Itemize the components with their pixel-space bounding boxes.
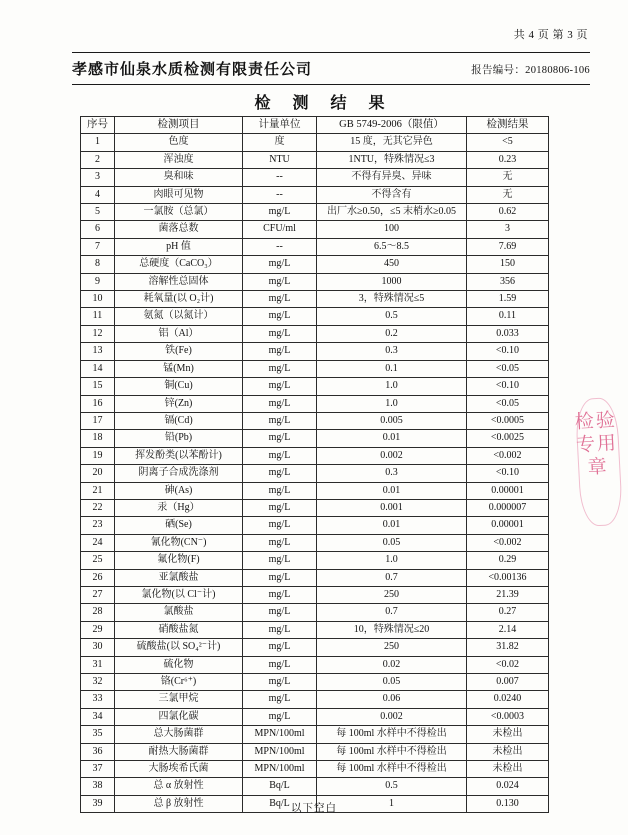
header-divider-top (72, 52, 590, 53)
cell-unit: mg/L (243, 517, 317, 534)
cell-standard: 100 (317, 221, 467, 238)
cell-result: 3 (467, 221, 549, 238)
cell-result: 0.033 (467, 325, 549, 342)
company-name: 孝感市仙泉水质检测有限责任公司 (72, 62, 313, 78)
cell-item: 挥发酚类(以苯酚计) (115, 447, 243, 464)
cell-result: <0.05 (467, 395, 549, 412)
column-header-item: 检测项目 (115, 117, 243, 134)
table-row (81, 482, 549, 499)
cell-unit: mg/L (243, 534, 317, 551)
cell-result: <0.10 (467, 378, 549, 395)
table-row (81, 639, 549, 656)
table-row (81, 674, 549, 691)
cell-standard: 0.7 (317, 604, 467, 621)
cell-item: 铁(Fe) (115, 343, 243, 360)
cell-no: 20 (81, 465, 115, 482)
cell-item: 砷(As) (115, 482, 243, 499)
cell-item: 铝（Al） (115, 325, 243, 342)
cell-standard: 0.1 (317, 360, 467, 377)
cell-item: 锌(Zn) (115, 395, 243, 412)
cell-result: <0.10 (467, 465, 549, 482)
cell-item: 臭和味 (115, 169, 243, 186)
table-row (81, 708, 549, 725)
header-divider-bottom (72, 84, 590, 85)
table-row (81, 134, 549, 151)
cell-standard: 出厂水≥0.50，≤5 末梢水≥0.05 (317, 204, 467, 221)
cell-result: <0.00136 (467, 569, 549, 586)
cell-unit: mg/L (243, 674, 317, 691)
cell-unit: mg/L (243, 395, 317, 412)
cell-unit: mg/L (243, 273, 317, 290)
cell-standard: 0.01 (317, 430, 467, 447)
cell-no: 36 (81, 743, 115, 760)
cell-unit: mg/L (243, 447, 317, 464)
column-header-unit: 计量单位 (243, 117, 317, 134)
cell-unit: mg/L (243, 256, 317, 273)
table-row (81, 221, 549, 238)
cell-standard: 0.002 (317, 708, 467, 725)
table-row (81, 743, 549, 760)
table-row (81, 586, 549, 603)
cell-standard: 0.06 (317, 691, 467, 708)
cell-unit: mg/L (243, 569, 317, 586)
cell-item: 总硬度（CaCO₃） (115, 256, 243, 273)
cell-no: 9 (81, 273, 115, 290)
table-row (81, 761, 549, 778)
table-row (81, 169, 549, 186)
cell-no: 28 (81, 604, 115, 621)
cell-standard: 6.5～8.5 (317, 238, 467, 255)
cell-item: 硫化物 (115, 656, 243, 673)
cell-standard: 1NTU，特殊情况≤3 (317, 151, 467, 168)
footnote-blank: 以下空白 (291, 803, 337, 814)
table-row (81, 412, 549, 429)
cell-standard: 0.5 (317, 308, 467, 325)
cell-standard: 0.05 (317, 674, 467, 691)
cell-no: 37 (81, 761, 115, 778)
cell-item: 硫酸盐(以 SO₄²⁻计) (115, 639, 243, 656)
cell-unit: mg/L (243, 360, 317, 377)
cell-item: 氯化物(以 Cl⁻计) (115, 586, 243, 603)
report-number: 报告编号：20180806-106 (471, 65, 590, 76)
table-row (81, 186, 549, 203)
cell-result: 未检出 (467, 761, 549, 778)
cell-no: 1 (81, 134, 115, 151)
cell-no: 27 (81, 586, 115, 603)
cell-no: 21 (81, 482, 115, 499)
cell-no: 11 (81, 308, 115, 325)
column-header-standard: GB 5749-2006（限值） (317, 117, 467, 134)
cell-standard: 0.3 (317, 343, 467, 360)
cell-unit: mg/L (243, 291, 317, 308)
cell-result: <0.02 (467, 656, 549, 673)
cell-no: 38 (81, 778, 115, 795)
cell-no: 5 (81, 204, 115, 221)
cell-standard: 0.7 (317, 569, 467, 586)
cell-unit: mg/L (243, 621, 317, 638)
cell-no: 7 (81, 238, 115, 255)
cell-no: 22 (81, 499, 115, 516)
cell-result: <0.002 (467, 534, 549, 551)
cell-no: 6 (81, 221, 115, 238)
table-row (81, 726, 549, 743)
cell-unit: -- (243, 238, 317, 255)
cell-item: pH 值 (115, 238, 243, 255)
cell-item: 铬(Cr⁶⁺) (115, 674, 243, 691)
cell-standard: 每 100ml 水样中不得检出 (317, 743, 467, 760)
cell-item: 一氯胺（总氯） (115, 204, 243, 221)
table-row (81, 151, 549, 168)
cell-no: 25 (81, 552, 115, 569)
cell-unit: mg/L (243, 378, 317, 395)
cell-unit: Bq/L (243, 778, 317, 795)
cell-no: 33 (81, 691, 115, 708)
cell-unit: NTU (243, 151, 317, 168)
table-row (81, 517, 549, 534)
cell-result: 0.00001 (467, 482, 549, 499)
cell-no: 34 (81, 708, 115, 725)
cell-no: 16 (81, 395, 115, 412)
cell-result: 2.14 (467, 621, 549, 638)
cell-standard: 不得有异臭、异味 (317, 169, 467, 186)
cell-unit: mg/L (243, 586, 317, 603)
cell-unit: mg/L (243, 430, 317, 447)
cell-result: <0.0005 (467, 412, 549, 429)
cell-standard: 15 度，无其它异色 (317, 134, 467, 151)
table-row (81, 656, 549, 673)
cell-no: 10 (81, 291, 115, 308)
cell-no: 30 (81, 639, 115, 656)
cell-standard: 0.01 (317, 482, 467, 499)
cell-result: 7.69 (467, 238, 549, 255)
cell-unit: Bq/L (243, 795, 317, 812)
cell-unit: mg/L (243, 308, 317, 325)
cell-standard: 1.0 (317, 395, 467, 412)
table-row (81, 360, 549, 377)
cell-item: 总 β 放射性 (115, 795, 243, 812)
table-row (81, 256, 549, 273)
cell-result: 21.39 (467, 586, 549, 603)
cell-no: 18 (81, 430, 115, 447)
table-row (81, 430, 549, 447)
cell-standard: 250 (317, 639, 467, 656)
cell-unit: mg/L (243, 639, 317, 656)
cell-no: 4 (81, 186, 115, 203)
table-row (81, 291, 549, 308)
document-header (72, 58, 590, 84)
cell-result: 31.82 (467, 639, 549, 656)
cell-result: 0.62 (467, 204, 549, 221)
cell-unit: mg/L (243, 204, 317, 221)
table-row (81, 465, 549, 482)
cell-unit: MPN/100ml (243, 726, 317, 743)
cell-standard: 0.002 (317, 447, 467, 464)
cell-unit: mg/L (243, 708, 317, 725)
table-row (81, 691, 549, 708)
table-row (81, 308, 549, 325)
results-table (80, 116, 549, 813)
cell-result: 0.23 (467, 151, 549, 168)
column-header-result: 检测结果 (467, 117, 549, 134)
cell-result: 0.0240 (467, 691, 549, 708)
cell-item: 浑浊度 (115, 151, 243, 168)
cell-result: <0.10 (467, 343, 549, 360)
cell-item: 肉眼可见物 (115, 186, 243, 203)
cell-item: 硒(Se) (115, 517, 243, 534)
cell-result: 无 (467, 169, 549, 186)
cell-result: 无 (467, 186, 549, 203)
inspection-stamp (573, 397, 624, 529)
table-row (81, 395, 549, 412)
cell-item: 菌落总数 (115, 221, 243, 238)
cell-standard: 0.02 (317, 656, 467, 673)
table-row (81, 604, 549, 621)
cell-result: 150 (467, 256, 549, 273)
table-row (81, 273, 549, 290)
cell-no: 24 (81, 534, 115, 551)
cell-no: 39 (81, 795, 115, 812)
table-row (81, 378, 549, 395)
cell-no: 35 (81, 726, 115, 743)
table-row (81, 778, 549, 795)
cell-item: 色度 (115, 134, 243, 151)
cell-unit: mg/L (243, 343, 317, 360)
cell-standard: 0.5 (317, 778, 467, 795)
cell-standard: 0.05 (317, 534, 467, 551)
cell-item: 硝酸盐氮 (115, 621, 243, 638)
cell-unit: mg/L (243, 499, 317, 516)
table-row (81, 552, 549, 569)
table-row (81, 343, 549, 360)
cell-item: 铜(Cu) (115, 378, 243, 395)
cell-unit: -- (243, 186, 317, 203)
cell-no: 2 (81, 151, 115, 168)
cell-standard: 3，特殊情况≤5 (317, 291, 467, 308)
cell-result: <0.0003 (467, 708, 549, 725)
cell-no: 15 (81, 378, 115, 395)
cell-item: 耐热大肠菌群 (115, 743, 243, 760)
cell-item: 氰化物(CN⁻) (115, 534, 243, 551)
table-row (81, 204, 549, 221)
cell-no: 26 (81, 569, 115, 586)
table-row (81, 325, 549, 342)
cell-result: 0.29 (467, 552, 549, 569)
cell-standard: 1000 (317, 273, 467, 290)
cell-standard: 每 100ml 水样中不得检出 (317, 761, 467, 778)
cell-result: 0.024 (467, 778, 549, 795)
cell-unit: mg/L (243, 482, 317, 499)
cell-item: 亚氯酸盐 (115, 569, 243, 586)
page-indicator: 共 4 页 第 3 页 (513, 29, 588, 41)
cell-no: 23 (81, 517, 115, 534)
cell-standard: 1.0 (317, 378, 467, 395)
cell-no: 8 (81, 256, 115, 273)
cell-no: 31 (81, 656, 115, 673)
cell-item: 四氯化碳 (115, 708, 243, 725)
cell-item: 溶解性总固体 (115, 273, 243, 290)
cell-result: <0.05 (467, 360, 549, 377)
cell-standard: 0.001 (317, 499, 467, 516)
cell-item: 汞（Hg） (115, 499, 243, 516)
cell-result: <0.002 (467, 447, 549, 464)
cell-result: 0.27 (467, 604, 549, 621)
cell-item: 总 α 放射性 (115, 778, 243, 795)
table-row (81, 238, 549, 255)
cell-result: 未检出 (467, 726, 549, 743)
cell-no: 12 (81, 325, 115, 342)
cell-standard: 1.0 (317, 552, 467, 569)
cell-result: 0.130 (467, 795, 549, 812)
cell-result: <5 (467, 134, 549, 151)
cell-unit: mg/L (243, 691, 317, 708)
cell-item: 三氯甲烷 (115, 691, 243, 708)
table-row (81, 621, 549, 638)
cell-standard: 1 (317, 795, 467, 812)
cell-result: 0.00001 (467, 517, 549, 534)
cell-standard: 0.3 (317, 465, 467, 482)
cell-unit: mg/L (243, 412, 317, 429)
cell-no: 29 (81, 621, 115, 638)
cell-item: 耗氧量(以 O₂计) (115, 291, 243, 308)
cell-no: 19 (81, 447, 115, 464)
cell-unit: 度 (243, 134, 317, 151)
cell-result: 356 (467, 273, 549, 290)
cell-no: 17 (81, 412, 115, 429)
cell-no: 13 (81, 343, 115, 360)
cell-result: 未检出 (467, 743, 549, 760)
cell-result: 0.11 (467, 308, 549, 325)
cell-result: 0.007 (467, 674, 549, 691)
cell-item: 氯酸盐 (115, 604, 243, 621)
cell-unit: mg/L (243, 604, 317, 621)
cell-no: 14 (81, 360, 115, 377)
cell-standard: 不得含有 (317, 186, 467, 203)
cell-unit: -- (243, 169, 317, 186)
page-title: 检 测 结 果 (254, 95, 394, 112)
table-row (81, 534, 549, 551)
cell-unit: mg/L (243, 656, 317, 673)
cell-standard: 0.2 (317, 325, 467, 342)
cell-item: 锰(Mn) (115, 360, 243, 377)
cell-result: 1.59 (467, 291, 549, 308)
cell-no: 32 (81, 674, 115, 691)
cell-item: 阴离子合成洗涤剂 (115, 465, 243, 482)
cell-unit: mg/L (243, 325, 317, 342)
cell-unit: CFU/ml (243, 221, 317, 238)
cell-item: 氨氮（以氮计） (115, 308, 243, 325)
cell-standard: 0.005 (317, 412, 467, 429)
cell-item: 氟化物(F) (115, 552, 243, 569)
table-row (81, 447, 549, 464)
cell-unit: mg/L (243, 552, 317, 569)
cell-item: 铅(Pb) (115, 430, 243, 447)
table-row (81, 569, 549, 586)
cell-item: 镉(Cd) (115, 412, 243, 429)
cell-standard: 10，特殊情况≤20 (317, 621, 467, 638)
cell-item: 大肠埃希氏菌 (115, 761, 243, 778)
cell-item: 总大肠菌群 (115, 726, 243, 743)
cell-result: 0.000007 (467, 499, 549, 516)
cell-unit: mg/L (243, 465, 317, 482)
cell-result: <0.0025 (467, 430, 549, 447)
column-header-no: 序号 (81, 117, 115, 134)
stamp-text: 检验专用章 (574, 409, 619, 479)
table-header-row (81, 117, 549, 134)
cell-standard: 0.01 (317, 517, 467, 534)
cell-standard: 250 (317, 586, 467, 603)
cell-no: 3 (81, 169, 115, 186)
cell-standard: 450 (317, 256, 467, 273)
cell-unit: MPN/100ml (243, 761, 317, 778)
cell-standard: 每 100ml 水样中不得检出 (317, 726, 467, 743)
cell-unit: MPN/100ml (243, 743, 317, 760)
table-row (81, 499, 549, 516)
